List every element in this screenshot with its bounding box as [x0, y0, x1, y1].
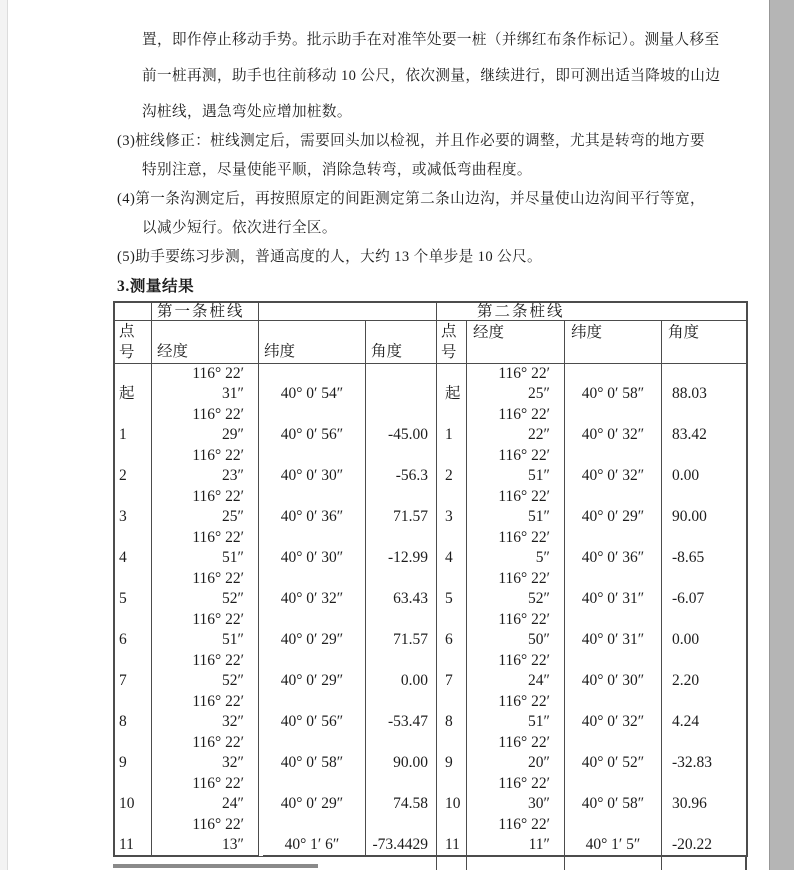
table-continuation-stub	[436, 857, 437, 870]
latitude-column-right	[565, 363, 662, 855]
left-lat-cell: 40° 0′ 56″	[280, 713, 344, 730]
right-angle-cell: -6.07	[672, 590, 705, 607]
missing-divider-patch	[259, 816, 263, 856]
right-angle-cell: 90.00	[672, 508, 707, 525]
point-label-cell: 8	[119, 713, 127, 730]
left-lon-cell: 116° 22′ 51″	[192, 611, 244, 648]
right-angle-cell: 4.24	[672, 713, 700, 730]
body-text-line: (4)第一条沟测定后，再按照原定的间距测定第二条山边沟，并尽量使山边沟间平行等宽，	[117, 191, 705, 207]
point-label-cell: 9	[119, 754, 127, 771]
right-lon-cell: 116° 22′ 52″	[498, 570, 550, 607]
left-lon-cell: 116° 22′ 51″	[192, 529, 244, 566]
right-angle-cell: -20.22	[672, 836, 713, 853]
body-text-line: 沟桩线，遇急弯处应增加桩数。	[142, 104, 352, 120]
left-angle-cell: -12.99	[387, 549, 428, 566]
left-lat-cell: 40° 0′ 36″	[280, 508, 344, 525]
point-label-cell: 1	[445, 426, 453, 443]
point-label-cell: 4	[445, 549, 453, 566]
left-lon-cell: 116° 22′ 25″	[192, 488, 244, 525]
angle-column-right	[662, 363, 746, 855]
left-lat-cell: 40° 0′ 30″	[280, 467, 344, 484]
left-lat-cell: 40° 0′ 32″	[280, 590, 344, 607]
right-angle-cell: -32.83	[672, 754, 713, 771]
left-angle-cell: 71.57	[393, 631, 428, 648]
table-continuation-stub	[745, 857, 747, 870]
table-continuation-stub	[564, 857, 565, 870]
left-lon-cell: 116° 22′ 13″	[192, 816, 244, 853]
left-lon-cell: 116° 22′ 29″	[192, 406, 244, 443]
point-label-cell: 10	[445, 795, 461, 812]
left-angle-cell: 74.58	[393, 795, 428, 812]
left-angle-cell: 63.43	[393, 590, 428, 607]
left-lon-cell: 116° 22′ 32″	[192, 734, 244, 771]
right-lon-cell: 116° 22′ 20″	[498, 734, 550, 771]
left-lat-cell: 40° 0′ 56″	[280, 426, 344, 443]
right-angle-cell: 0.00	[672, 467, 700, 484]
longitude-column-right	[467, 363, 565, 855]
point-label-cell: 2	[445, 467, 453, 484]
left-angle-cell: -53.47	[387, 713, 428, 730]
left-lat-cell: 40° 0′ 58″	[280, 754, 344, 771]
right-lat-cell: 40° 0′ 32″	[581, 467, 645, 484]
right-lat-cell: 40° 0′ 52″	[581, 754, 645, 771]
longitude-column-left	[152, 363, 259, 855]
right-lat-cell: 40° 0′ 29″	[581, 508, 645, 525]
right-lon-cell: 116° 22′ 22″	[498, 406, 550, 443]
right-lon-cell: 116° 22′ 50″	[498, 611, 550, 648]
right-lat-cell: 40° 0′ 36″	[581, 549, 645, 566]
body-text-line: 前一桩再测，助手也往前移动 10 公尺，依次测量，继续进行，即可测出适当降坡的山边	[142, 68, 721, 84]
left-angle-cell: 90.00	[393, 754, 428, 771]
right-lat-cell: 40° 0′ 32″	[581, 426, 645, 443]
right-lon-cell: 116° 22′ 51″	[498, 488, 550, 525]
point-label-cell: 11	[445, 836, 460, 853]
point-label-cell: 4	[119, 549, 127, 566]
left-lon-cell: 116° 22′ 52″	[192, 570, 244, 607]
table-data-area	[115, 363, 746, 855]
angle-column-left	[366, 363, 437, 855]
point-label-cell: 6	[445, 631, 453, 648]
point-label-cell: 9	[445, 754, 453, 771]
left-lon-cell: 116° 22′ 23″	[192, 447, 244, 484]
right-lat-cell: 40° 0′ 31″	[581, 631, 645, 648]
col-header-angle-left: 角度	[366, 321, 437, 364]
point-label-cell: 2	[119, 467, 127, 484]
latitude-column-left	[259, 363, 366, 855]
body-text-line: 置，即作停止移动手势。批示助手在对准竿处要一桩（并绑红布条作标记）。测量人移至	[142, 32, 720, 48]
left-lat-cell: 40° 0′ 29″	[280, 795, 344, 812]
point-label-cell: 起	[445, 385, 461, 402]
left-angle-cell: 0.00	[400, 672, 428, 689]
body-text-line: 以减少短行。依次进行全区。	[142, 220, 337, 236]
point-label-cell: 3	[119, 508, 127, 525]
right-lat-cell: 40° 0′ 30″	[581, 672, 645, 689]
table-continuation-stub	[661, 857, 662, 870]
left-lon-cell: 116° 22′ 24″	[192, 775, 244, 812]
stake-line-2-header: 第二条桩线	[437, 303, 746, 321]
right-angle-cell: -8.65	[672, 549, 705, 566]
right-lon-cell: 116° 22′ 51″	[498, 447, 550, 484]
table-group-header-row	[115, 303, 746, 321]
measurement-table	[113, 301, 748, 857]
right-lon-cell: 116° 22′ 25″	[498, 365, 550, 402]
right-lat-cell: 40° 0′ 58″	[581, 385, 645, 402]
point-label-cell: 5	[119, 590, 127, 607]
point-label-cell: 8	[445, 713, 453, 730]
right-angle-cell: 88.03	[672, 385, 707, 402]
point-number-column-right	[437, 363, 467, 855]
right-lon-cell: 116° 22′ 30″	[498, 775, 550, 812]
left-lon-cell: 116° 22′ 32″	[192, 693, 244, 730]
point-label-cell: 1	[119, 426, 127, 443]
section-heading: 3.测量结果	[117, 278, 195, 295]
empty-group-cell	[259, 303, 437, 321]
left-lat-cell: 40° 0′ 29″	[280, 672, 344, 689]
point-label-cell: 7	[119, 672, 127, 689]
corner-cell	[115, 303, 152, 321]
point-label-cell: 7	[445, 672, 453, 689]
point-label-cell: 起	[119, 385, 135, 402]
col-header-lat-left: 纬度	[259, 321, 366, 364]
left-lon-cell: 116° 22′ 31″	[192, 365, 244, 402]
body-text-line: (3)桩线修正：桩线测定后，需要回头加以检视，并且作必要的调整，尤其是转弯的地方要	[117, 133, 705, 149]
left-lat-cell: 40° 0′ 29″	[280, 631, 344, 648]
right-angle-cell: 2.20	[672, 672, 700, 689]
right-angle-cell: 83.42	[672, 426, 707, 443]
left-angle-cell: -73.4429	[372, 836, 428, 853]
right-lon-cell: 116° 22′ 5″	[498, 529, 550, 566]
col-header-point-right	[437, 321, 467, 364]
left-angle-cell: -56.3	[395, 467, 428, 484]
left-lat-cell: 40° 0′ 30″	[280, 549, 344, 566]
right-lat-cell: 40° 0′ 32″	[581, 713, 645, 730]
page-right-edge	[769, 0, 794, 870]
left-angle-cell: 71.57	[393, 508, 428, 525]
point-label-cell: 6	[119, 631, 127, 648]
right-lon-cell: 116° 22′ 24″	[498, 652, 550, 689]
right-lat-cell: 40° 1′ 5″	[585, 836, 641, 853]
right-angle-cell: 0.00	[672, 631, 700, 648]
left-lat-cell: 40° 1′ 6″	[284, 836, 340, 853]
col-header-lon-right: 经度	[467, 321, 565, 364]
point-number-column-left	[115, 363, 152, 855]
right-lon-cell: 116° 22′ 51″	[498, 693, 550, 730]
table-column-header-row	[115, 321, 746, 363]
left-angle-cell	[366, 363, 436, 404]
table-continuation-band	[113, 864, 318, 868]
left-lon-cell: 116° 22′ 52″	[192, 652, 244, 689]
left-angle-cell: -45.00	[387, 426, 428, 443]
table-continuation-stub	[466, 857, 467, 870]
point-label-cell: 5	[445, 590, 453, 607]
right-lon-cell: 116° 22′ 11″	[498, 816, 550, 853]
point-label-cell: 10	[119, 795, 135, 812]
point-header-char: 号	[441, 344, 457, 361]
point-header-char: 点	[441, 323, 457, 340]
page-left-edge	[0, 0, 8, 870]
left-lat-cell: 40° 0′ 54″	[280, 385, 344, 402]
body-text-line: 特别注意，尽量使能平顺，消除急转弯，或减低弯曲程度。	[142, 162, 532, 178]
point-header-char: 点	[119, 323, 135, 340]
stake-line-1-header: 第一条桩线	[152, 303, 259, 321]
right-lat-cell: 40° 0′ 31″	[581, 590, 645, 607]
col-header-angle-right: 角度	[662, 321, 746, 364]
right-lat-cell: 40° 0′ 58″	[581, 795, 645, 812]
point-label-cell: 3	[445, 508, 453, 525]
right-angle-cell: 30.96	[672, 795, 707, 812]
col-header-lon-left: 经度	[152, 321, 259, 364]
col-header-lat-right: 纬度	[565, 321, 662, 364]
body-text-line: (5)助手要练习步测，普通高度的人，大约 13 个单步是 10 公尺。	[117, 249, 543, 265]
col-header-point-left	[115, 321, 152, 364]
point-label-cell: 11	[119, 836, 134, 853]
point-header-char: 号	[119, 344, 135, 361]
